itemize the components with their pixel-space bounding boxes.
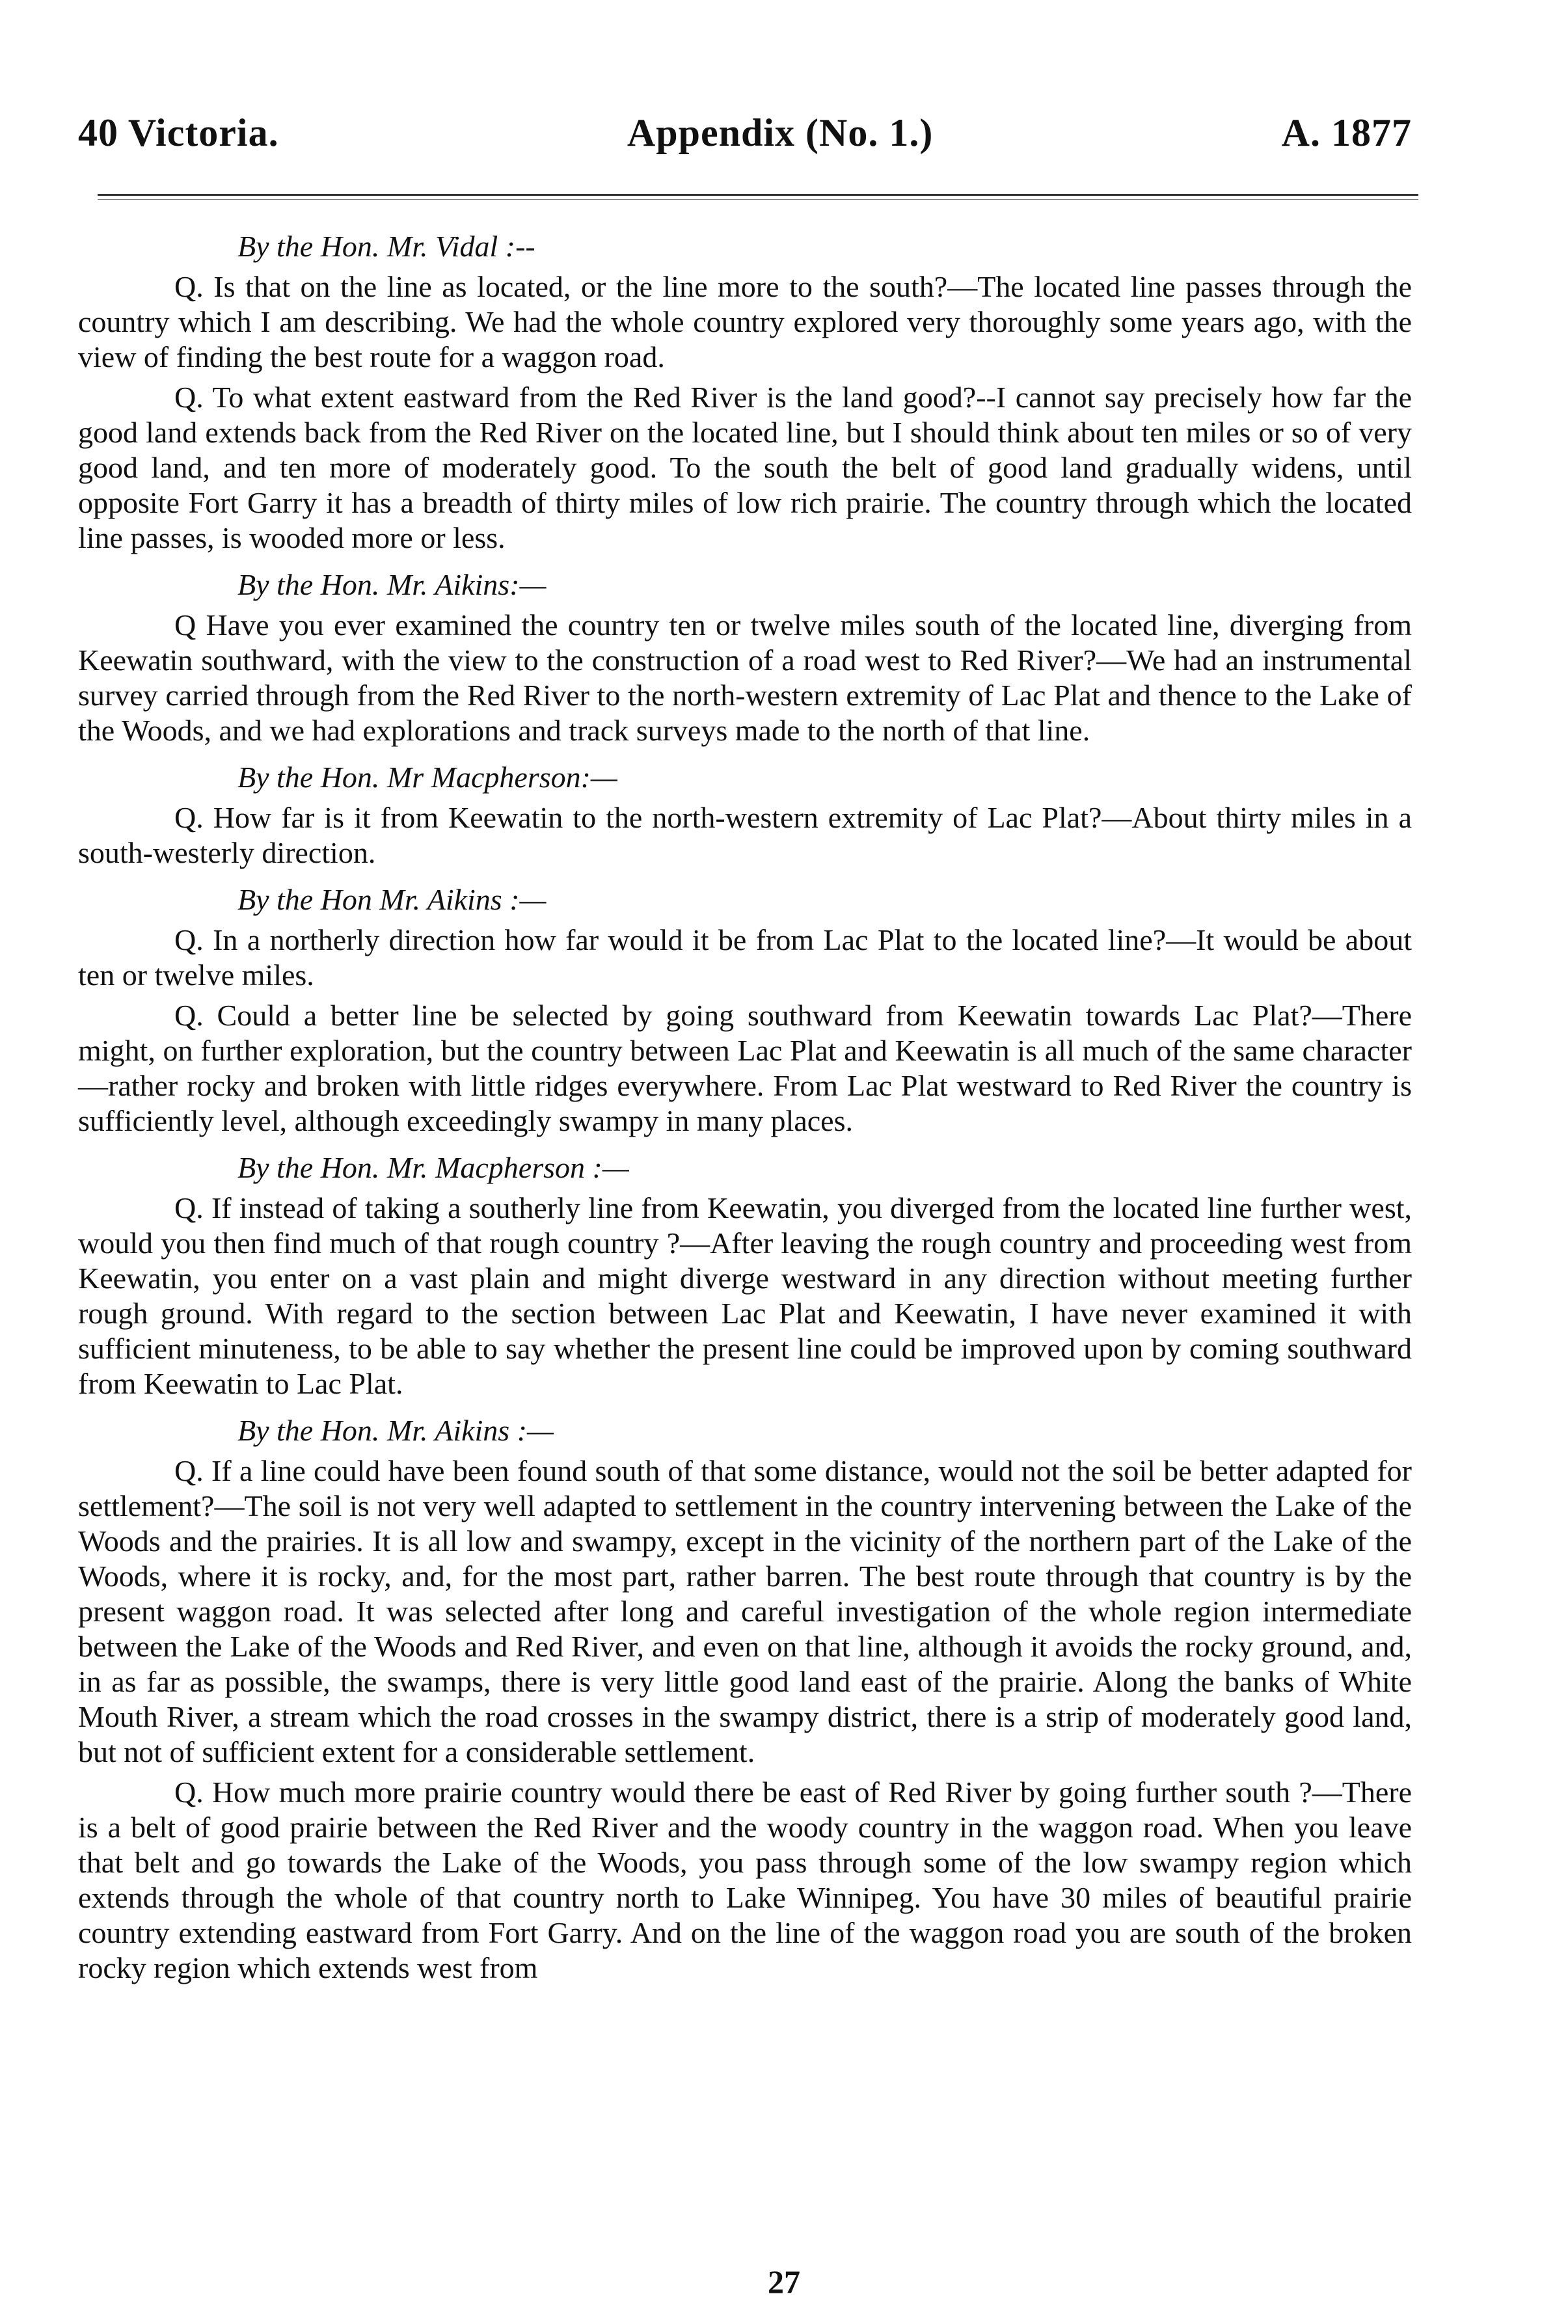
testimony-paragraph: Q. Is that on the line as located, or the line more to the south?—The located line passes through the country which I am describing. We had the whole country explored very thoroughly some years ago, with the view of finding the best route for a waggon road.	[78, 270, 1412, 373]
header-volume: 40 Victoria.	[78, 111, 279, 154]
running-header	[78, 111, 1412, 155]
testimony-paragraph: Q. To what extent eastward from the Red River is the land good?--I cannot say precisely how far the good land extends back from the Red River on the located line, but I should think about ten miles or so of very good land, and ten more of moderately good. To the south the belt of good land gradually widens, until opposite Fort Garry it has a breadth of thirty miles of low rich prairie. The country through which the located line passes, is wooded more or less.	[78, 381, 1412, 554]
speaker-heading: By the Hon. Mr Macpherson:—	[237, 761, 617, 794]
testimony-paragraph: Q. Could a better line be selected by going southward from Keewatin towards Lac Plat?—There might, on further exploration, but the country between Lac Plat and Keewatin is all much of the same character—rather rocky and broken with little ridges everywhere. From Lac Plat westward to Red River the country is sufficiently level, although exceedingly swampy in many places.	[78, 999, 1412, 1137]
page-number: 27	[768, 2263, 800, 2300]
testimony-paragraph: Q. If instead of taking a southerly line from Keewatin, you diverged from the located line further west, would you then find much of that rough country ?—After leaving the rough country and proceeding west from Keewatin, you enter on a vast plain and might diverge westward in any direction without meeting further rough ground. With regard to the section between Lac Plat and Keewatin, I have never examined it with sufficient minuteness, to be able to say whether the present line could be improved upon by coming southward from Keewatin to Lac Plat.	[78, 1191, 1412, 1400]
speaker-heading: By the Hon Mr. Aikins :—	[237, 883, 547, 916]
testimony-paragraph: Q Have you ever examined the country ten or twelve miles south of the located line, diverging from Keewatin southward, with the view to the construction of a road west to Red River?—We had an instrumental survey carried through from the Red River to the north-western extremity of Lac Plat and thence to the Lake of the Woods, and we had explorations and track surveys made to the north of that line.	[78, 608, 1412, 747]
header-rule	[98, 194, 1418, 200]
testimony-paragraph: Q. In a northerly direction how far would it be from Lac Plat to the located line?—It would be about ten or twelve miles.	[78, 923, 1412, 992]
speaker-heading: By the Hon. Mr. Aikins :—	[237, 1414, 554, 1447]
header-appendix: Appendix (No. 1.)	[627, 111, 934, 154]
testimony-paragraph: Q. How much more prairie country would there be east of Red River by going further south ?—There is a belt of good prairie between the Red River and the woody country in the waggon road. When you leave that belt and go towards the Lake of the Woods, you pass through some of the low swampy region which extends through the whole of that country north to Lake Winnipeg. You have 30 miles of beautiful prairie country extending eastward from Fort Garry. And on the line of the waggon road you are south of the broken rocky region which extends west from	[78, 1776, 1412, 1984]
speaker-heading: By the Hon. Mr. Macpherson :—	[237, 1151, 629, 1184]
testimony-paragraph: Q. If a line could have been found south of that some distance, would not the soil be better adapted for settlement?—The soil is not very well adapted to settlement in the country intervening between the Lake of the Woods and the prairies. It is all low and swampy, except in the vicinity of the northern part of the Lake of the Woods, where it is rocky, and, for the most part, rather barren. The best route through that country is by the present waggon road. It was selected after long and careful investigation of the whole region intermediate between the Lake of the Woods and Red River, and even on that line, although it avoids the rocky ground, and, in as far as possible, the swamps, there is very little good land east of the prairie. Along the banks of White Mouth River, a stream which the road crosses in the swampy district, there is a strip of moderately good land, but not of sufficient extent for a considerable settlement.	[78, 1454, 1412, 1768]
document-body	[78, 229, 1412, 1991]
header-year: A. 1877	[1281, 111, 1412, 154]
speaker-heading: By the Hon. Mr. Aikins:—	[237, 568, 547, 601]
testimony-paragraph: Q. How far is it from Keewatin to the north-western extremity of Lac Plat?—About thirty miles in a south-westerly direction.	[78, 801, 1412, 869]
speaker-heading: By the Hon. Mr. Vidal :--	[237, 230, 535, 263]
